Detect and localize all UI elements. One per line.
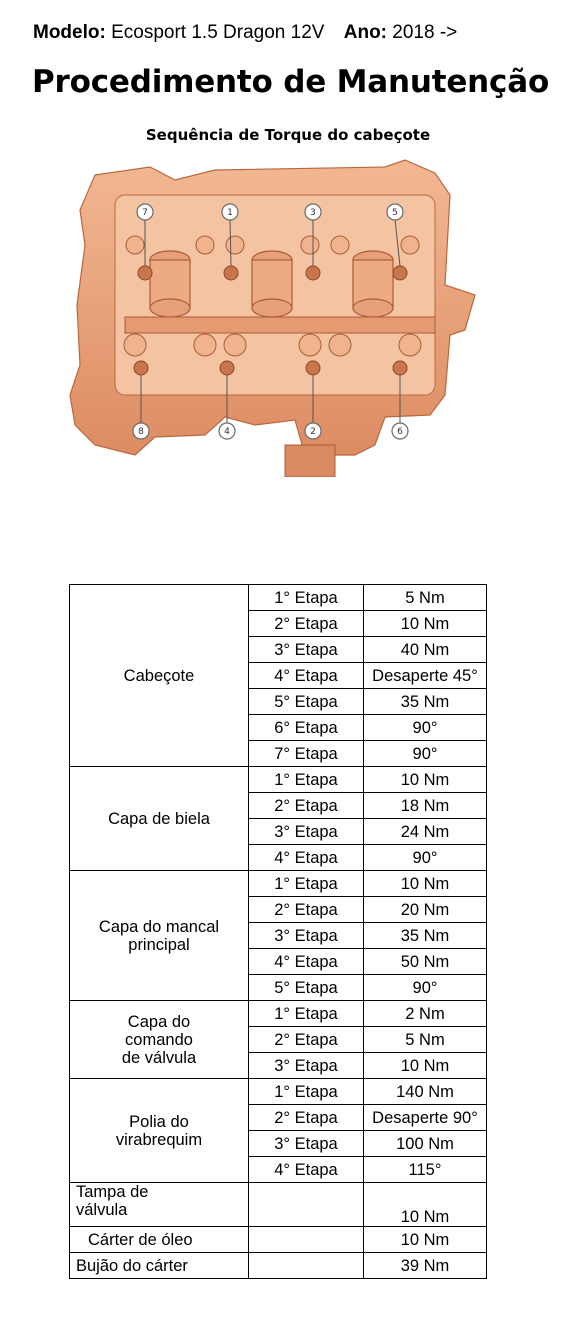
value-cell: 35 Nm bbox=[364, 923, 487, 949]
component-tampa-valvula bbox=[70, 1183, 249, 1227]
value-cell: 115° bbox=[364, 1157, 487, 1183]
step-cell: 4° Etapa bbox=[249, 845, 364, 871]
component-capa-mancal bbox=[70, 871, 249, 1001]
step-cell: 4° Etapa bbox=[249, 1157, 364, 1183]
component-bujao: Bujão do cárter bbox=[70, 1253, 249, 1279]
value-cell: 140 Nm bbox=[364, 1079, 487, 1105]
value-cell: 40 Nm bbox=[364, 637, 487, 663]
component-label-line: Polia do bbox=[129, 1112, 189, 1131]
year-label: Ano: bbox=[343, 22, 388, 43]
step-cell: 6° Etapa bbox=[249, 715, 364, 741]
value-cell: 10 Nm bbox=[364, 611, 487, 637]
value-cell: 10 Nm bbox=[364, 1053, 487, 1079]
step-cell: 1° Etapa bbox=[249, 767, 364, 793]
model-value: Ecosport 1.5 Dragon 12V bbox=[111, 22, 325, 43]
component-cabecote: Cabeçote bbox=[70, 585, 249, 767]
value-cell: 5 Nm bbox=[364, 585, 487, 611]
bolt-label-6: 6 bbox=[397, 427, 403, 437]
table-row bbox=[70, 767, 487, 793]
step-cell: 2° Etapa bbox=[249, 611, 364, 637]
component-label-line: válvula bbox=[76, 1201, 128, 1219]
table-row bbox=[70, 871, 487, 897]
step-cell: 3° Etapa bbox=[249, 1053, 364, 1079]
component-capa-comando bbox=[70, 1001, 249, 1079]
cylinder-head-diagram bbox=[55, 155, 500, 477]
value-cell: Desaperte 45° bbox=[364, 663, 487, 689]
value-cell: 10 Nm bbox=[364, 767, 487, 793]
value-cell: 10 Nm bbox=[364, 871, 487, 897]
component-label-line: Capa do mancal bbox=[98, 917, 220, 936]
bolt-label-7: 7 bbox=[142, 208, 148, 218]
component-polia bbox=[70, 1079, 249, 1183]
step-cell: 1° Etapa bbox=[249, 1001, 364, 1027]
component-label-line: Capa do bbox=[127, 1012, 191, 1031]
year-value: 2018 -> bbox=[392, 22, 458, 43]
value-cell: 39 Nm bbox=[364, 1253, 487, 1279]
value-cell: 90° bbox=[364, 741, 487, 767]
value-cell: 5 Nm bbox=[364, 1027, 487, 1053]
value-cell: 10 Nm bbox=[364, 1227, 487, 1253]
table-row bbox=[70, 585, 487, 611]
component-label-line: virabrequim bbox=[115, 1130, 203, 1149]
component-label-line: comando bbox=[125, 1030, 193, 1049]
table-row bbox=[70, 1079, 487, 1105]
value-cell: 10 Nm bbox=[364, 1183, 487, 1227]
value-cell: 18 Nm bbox=[364, 793, 487, 819]
step-cell: 3° Etapa bbox=[249, 923, 364, 949]
component-capa-biela: Capa de biela bbox=[70, 767, 249, 871]
bolt-label-2: 2 bbox=[310, 427, 316, 437]
table-row bbox=[70, 1001, 487, 1027]
table-row bbox=[70, 1253, 487, 1279]
value-cell: 90° bbox=[364, 845, 487, 871]
step-cell: 2° Etapa bbox=[249, 1027, 364, 1053]
step-cell: 2° Etapa bbox=[249, 897, 364, 923]
bolt-label-5: 5 bbox=[392, 208, 398, 218]
table-row bbox=[70, 1183, 487, 1227]
step-cell: 3° Etapa bbox=[249, 819, 364, 845]
bolt-label-3: 3 bbox=[310, 208, 316, 218]
component-carter-oleo: Cárter de óleo bbox=[70, 1227, 249, 1253]
bolt-label-8: 8 bbox=[138, 427, 144, 437]
step-cell: 4° Etapa bbox=[249, 949, 364, 975]
table-row bbox=[70, 1227, 487, 1253]
value-cell: 50 Nm bbox=[364, 949, 487, 975]
model-label: Modelo: bbox=[33, 22, 106, 43]
diagram-subtitle: Sequência de Torque do cabeçote bbox=[145, 126, 431, 144]
value-cell: 35 Nm bbox=[364, 689, 487, 715]
value-cell: 2 Nm bbox=[364, 1001, 487, 1027]
value-cell: 24 Nm bbox=[364, 819, 487, 845]
step-cell: 2° Etapa bbox=[249, 1105, 364, 1131]
component-label-line: principal bbox=[128, 935, 190, 954]
step-cell: 2° Etapa bbox=[249, 793, 364, 819]
step-cell-empty bbox=[249, 1183, 364, 1227]
bolt-label-4: 4 bbox=[224, 427, 230, 437]
value-cell: 20 Nm bbox=[364, 897, 487, 923]
model-header bbox=[33, 22, 457, 44]
step-cell: 1° Etapa bbox=[249, 871, 364, 897]
step-cell-empty bbox=[249, 1227, 364, 1253]
value-cell: Desaperte 90° bbox=[364, 1105, 487, 1131]
torque-table bbox=[69, 584, 487, 1279]
step-cell: 7° Etapa bbox=[249, 741, 364, 767]
step-cell: 3° Etapa bbox=[249, 637, 364, 663]
value-cell: 90° bbox=[364, 715, 487, 741]
step-cell: 1° Etapa bbox=[249, 1079, 364, 1105]
step-cell: 1° Etapa bbox=[249, 585, 364, 611]
step-cell: 5° Etapa bbox=[249, 689, 364, 715]
component-label-line: de válvula bbox=[121, 1048, 197, 1067]
step-cell: 3° Etapa bbox=[249, 1131, 364, 1157]
step-cell-empty bbox=[249, 1253, 364, 1279]
component-label-line: Tampa de bbox=[76, 1183, 149, 1201]
step-cell: 4° Etapa bbox=[249, 663, 364, 689]
step-cell: 5° Etapa bbox=[249, 975, 364, 1001]
page-title: Procedimento de Manutenção bbox=[32, 64, 550, 100]
value-cell: 90° bbox=[364, 975, 487, 1001]
bolt-label-1: 1 bbox=[227, 208, 233, 218]
value-cell: 100 Nm bbox=[364, 1131, 487, 1157]
